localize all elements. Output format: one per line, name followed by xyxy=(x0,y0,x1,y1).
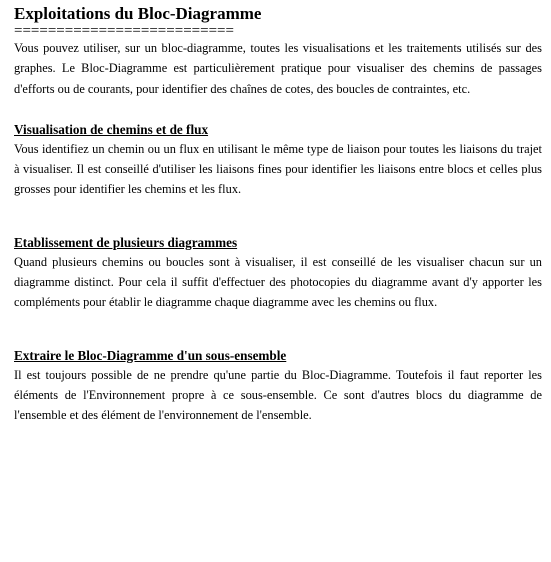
section-heading: Etablissement de plusieurs diagrammes xyxy=(14,234,238,250)
intro-paragraph: Vous pouvez utiliser, sur un bloc-diagramme, toutes les visualisations et les traitements utilisés sur des graphes. Le Bloc-Diagramme est particulièrement pratique pour visualiser des chemins de passages d'efforts ou de courants, pour identifier des chaînes de cotes, des boucles de contraintes, etc. xyxy=(14,41,542,96)
document-title: Exploitations du Bloc-Diagramme xyxy=(14,4,262,23)
section-heading: Extraire le Bloc-Diagramme d'un sous-ensemble xyxy=(14,347,287,363)
title-rule: ========================== xyxy=(14,24,234,38)
section-paragraph: Quand plusieurs chemins ou boucles sont à visualiser, il est conseillé de les visualiser chacun sur un diagramme distinct. Pour cela il suffit d'effectuer des photocopies du diagramme avant d'y apporter les compléments pour établir le diagramme chaque diagramme avec les chemins ou flux. xyxy=(14,254,542,310)
section-visualisation xyxy=(14,121,542,200)
section-paragraph: Il est toujours possible de ne prendre qu'une partie du Bloc-Diagramme. Toutefois il faut reporter les éléments de l'Environnement propre à ce sous-ensemble. Ce sont d'autres blocs du diagramme de l'ensemble et des élément de l'environnement de l'ensemble. xyxy=(14,367,542,423)
section-etablissement xyxy=(14,234,542,313)
section-extraire xyxy=(14,347,542,426)
section-heading: Visualisation de chemins et de flux xyxy=(14,121,209,137)
section-paragraph: Vous identifiez un chemin ou un flux en utilisant le même type de liaison pour toutes les liaisons du trajet à visualiser. Il est conseillé d'utiliser les liaisons fines pour identifier les liaisons entre blocs et celles plus grosses pour identifier les chemins et les flux. xyxy=(14,141,542,197)
